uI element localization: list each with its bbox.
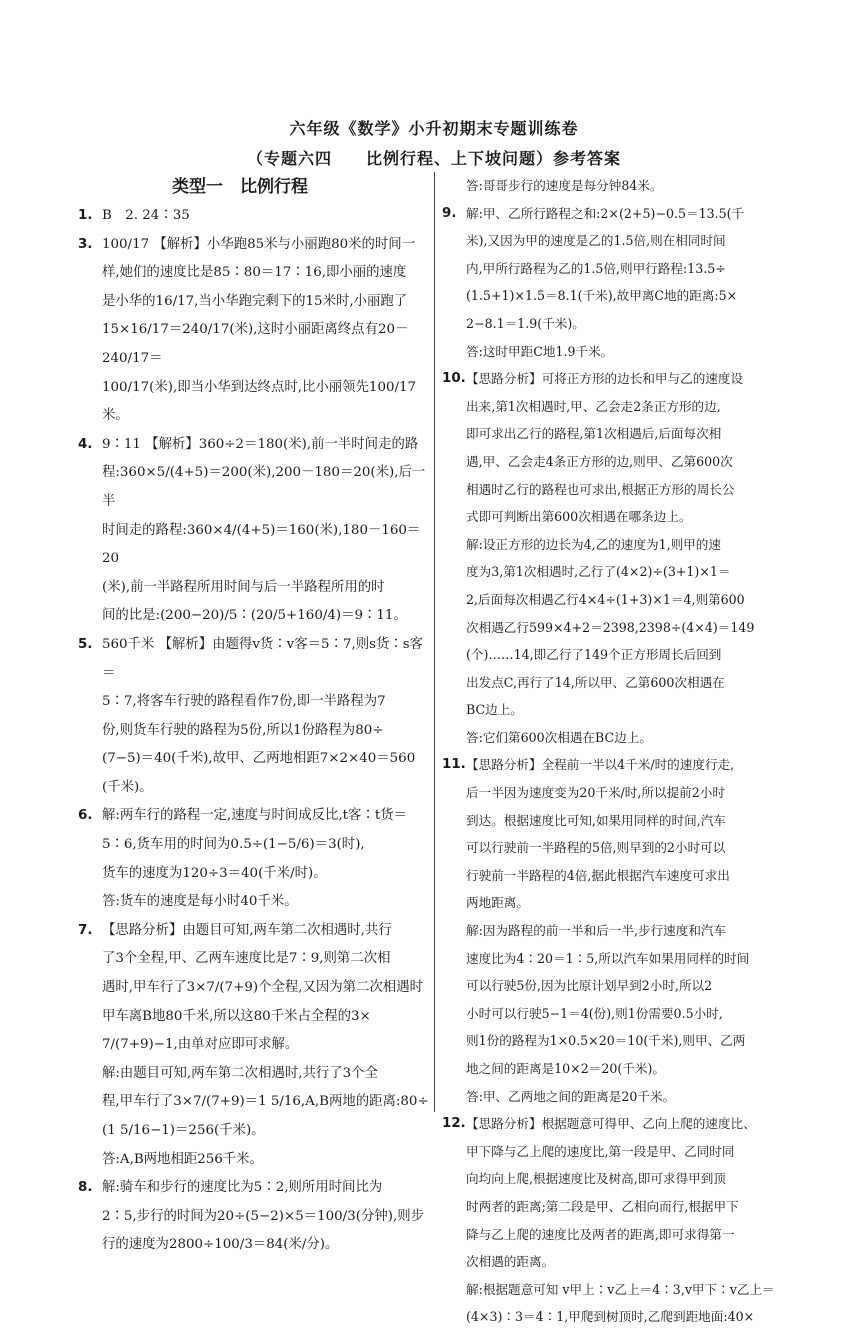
answer-line: 后一半因为速度变为20千米/时,所以提前2小时 bbox=[466, 785, 725, 801]
answer-line: 100/17(米),即当小华到达终点时,比小丽领先100/17米。 bbox=[102, 379, 417, 424]
answer-item bbox=[442, 751, 812, 1110]
answer-line: 【思路分析】由题目可知,两车第二次相遇时,共行 bbox=[102, 922, 392, 938]
answer-line: B 2. 24∶35 bbox=[102, 208, 190, 223]
answer-line: 【思路分析】全程前一半以4千米/时的速度行走, bbox=[466, 757, 735, 773]
answer-line: 次相遇的距离。 bbox=[466, 1254, 555, 1270]
answer-line: 出来,第1次相遇时,甲、乙会走2条正方形的边, bbox=[466, 398, 721, 414]
answer-line: 速度比为4∶20＝1∶5,所以汽车如果用同样的时间 bbox=[466, 950, 750, 966]
answer-line: 2∶5,步行的时间为20÷(5−2)×5＝100/3(分钟),则步 bbox=[102, 1208, 424, 1224]
answer-number: 12. bbox=[442, 1116, 466, 1132]
answer-line: 答:甲、乙两地之间的距离是20千米。 bbox=[466, 1088, 676, 1104]
answer-item bbox=[78, 631, 430, 803]
answer-item bbox=[442, 365, 812, 751]
answer-line: 两地距离。 bbox=[466, 895, 529, 911]
answer-line: 货车的速度为120÷3＝40(千米/时)。 bbox=[102, 865, 327, 881]
column-divider bbox=[434, 172, 435, 1112]
answer-line: 相遇时乙行的路程也可求出,根据正方形的周长公 bbox=[466, 481, 735, 497]
answer-line: 解:根据题意可知 v甲上∶v乙上＝4∶3,v甲下∶v乙上＝ bbox=[466, 1281, 775, 1297]
answer-line: 了3个全程,甲、乙两车速度比是7∶9,则第二次相 bbox=[102, 951, 391, 967]
answer-line: 7/(7+9)−1,由单对应即可求解。 bbox=[102, 1037, 299, 1053]
answer-line: 可以行驶5份,因为比原计划早到2小时,所以2 bbox=[466, 978, 713, 994]
answer-line: (千米)。 bbox=[102, 779, 153, 795]
answer-line: 答:这时甲距C地1.9千米。 bbox=[466, 343, 614, 359]
answer-number: 10. bbox=[442, 371, 466, 387]
answer-line: 可以行驶前一半路程的5倍,则早到的2小时可以 bbox=[466, 840, 726, 856]
answer-item bbox=[442, 172, 812, 200]
answer-line: 内,甲所行路程为乙的1.5倍,则甲行路程:13.5÷ bbox=[466, 260, 726, 276]
answer-line: 【思路分析】根据题意可得甲、乙向上爬的速度比、 bbox=[466, 1116, 756, 1132]
answer-line: 答:货车的速度是每小时40千米。 bbox=[102, 894, 298, 910]
answer-number: 5. bbox=[78, 636, 93, 652]
answer-line: 小时可以行驶5−1＝4(份),则1份需要0.5小时, bbox=[466, 1005, 723, 1021]
answer-line: 甲车离B地80千米,所以这80千米占全程的3× bbox=[102, 1008, 371, 1024]
answer-line: 时间走的路程:360×4/(4+5)＝160(米),180－160＝20 bbox=[102, 522, 421, 567]
answer-line: 即可求出乙行的路程,第1次相遇后,后面每次相 bbox=[466, 426, 722, 442]
answer-line: 间的比是:(200−20)/5∶(20/5+160/4)＝9∶11。 bbox=[102, 608, 407, 624]
answer-item bbox=[78, 802, 430, 916]
answer-line: 【思路分析】可将正方形的边长和甲与乙的速度设 bbox=[466, 371, 744, 387]
answer-item bbox=[78, 431, 430, 631]
answer-line: 次相遇乙行599×4+2＝2398,2398÷(4×4)＝149 bbox=[466, 619, 755, 635]
answer-line: 5∶7,将客车行驶的路程看作7份,即一半路程为7 bbox=[102, 694, 386, 710]
answer-line: (1 5/16−1)＝256(千米)。 bbox=[102, 1123, 265, 1138]
answer-line: 560千米 【解析】由题得v货∶v客＝5∶7,则s货∶s客＝ bbox=[102, 636, 424, 681]
answer-line: 降与乙上爬的速度比及两者的距离,即可求得第一 bbox=[466, 1226, 735, 1242]
answer-line: 则1份的路程为1×0.5×20＝10(千米),则甲、乙两 bbox=[466, 1033, 746, 1049]
answer-line: 15×16/17＝240/17(米),这时小丽距离终点有20－240/17＝ bbox=[102, 322, 409, 366]
answer-line: 程,甲车行了3×7/(7+9)＝1 5/16,A,B两地的距离:80÷ bbox=[102, 1094, 429, 1110]
answer-number: 9. bbox=[442, 205, 457, 221]
answer-line: (4×3)∶3＝4∶1,甲爬到树顶时,乙爬到距地面:40× bbox=[466, 1309, 755, 1325]
answer-line: 2,后面每次相遇乙行4×4÷(1+3)×1＝4,则第600 bbox=[466, 591, 745, 607]
answer-line: 解:两车行的路程一定,速度与时间成反比,t客∶t货＝ bbox=[102, 808, 407, 824]
answer-line: 是小华的16/17,当小华跑完剩下的15米时,小丽跑了 bbox=[102, 293, 408, 309]
answer-line: 答:A,B两地相距256千米。 bbox=[102, 1151, 263, 1167]
answer-line: 解:因为路程的前一半和后一半,步行速度和汽车 bbox=[466, 923, 727, 939]
answer-item bbox=[78, 1174, 430, 1260]
answer-number: 6. bbox=[78, 808, 93, 824]
answer-item bbox=[78, 202, 430, 231]
answer-line: 行的速度为2800÷100/3＝84(米/分)。 bbox=[102, 1237, 339, 1253]
answer-line: BC边上。 bbox=[466, 702, 523, 718]
answer-number: 8. bbox=[78, 1180, 93, 1196]
answer-line: (米),前一半路程所用时间与后一半路程所用的时 bbox=[102, 579, 385, 595]
answer-line: 到达。根据速度比可知,如果用同样的时间,汽车 bbox=[466, 812, 726, 828]
answer-item bbox=[442, 1110, 812, 1331]
answer-item bbox=[442, 200, 812, 366]
answer-line: 解:骑车和步行的速度比为5∶2,则所用时间比为 bbox=[102, 1180, 383, 1196]
answer-line: 遇时,甲车行了3×7/(7+9)个全程,又因为第二次相遇时 bbox=[102, 980, 424, 996]
right-column bbox=[442, 172, 812, 1331]
answer-line: (1.5+1)×1.5＝8.1(千米),故甲离C地的距离:5× bbox=[466, 288, 738, 304]
answer-number: 4. bbox=[78, 436, 93, 452]
answer-line: 答:哥哥步行的速度是每分钟84米。 bbox=[466, 178, 663, 193]
answer-line: 式即可判断出第600次相遇在哪条边上。 bbox=[466, 509, 692, 525]
left-column bbox=[78, 172, 430, 1260]
answer-line: 向均向上爬,根据速度比及树高,即可求得甲到顶 bbox=[466, 1171, 726, 1187]
page-subtitle: （专题六四 比例行程、上下坡问题）参考答案 bbox=[246, 149, 621, 168]
answer-number: 1. bbox=[78, 208, 93, 223]
answer-line: 出发点C,再行了14,所以甲、乙第600次相遇在 bbox=[466, 674, 725, 690]
answer-number: 11. bbox=[442, 757, 466, 773]
answer-line: 度为3,第1次相遇时,乙行了(4×2)÷(3+1)×1＝ bbox=[466, 564, 731, 580]
answer-number: 7. bbox=[78, 922, 93, 938]
answer-line: 答:它们第600次相遇在BC边上。 bbox=[466, 729, 652, 745]
page-title: 六年级《数学》小升初期末专题训练卷 bbox=[289, 119, 579, 138]
answer-line: 份,则货车行驶的路程为5份,所以1份路程为80÷ bbox=[102, 722, 384, 738]
answer-item bbox=[78, 917, 430, 1174]
answer-line: 100/17 【解析】小华跑85米与小丽跑80米的时间一 bbox=[102, 236, 416, 252]
answer-line: 样,她们的速度比是85∶80＝17∶16,即小丽的速度 bbox=[102, 265, 407, 281]
answer-number: 3. bbox=[78, 236, 93, 252]
answer-line: 甲下降与乙上爬的速度比,第一段是甲、乙同时同 bbox=[466, 1143, 735, 1159]
answer-line: 米),又因为甲的速度是乙的1.5倍,则在相同时间 bbox=[466, 233, 726, 249]
answer-line: 解:设正方形的边长为4,乙的速度为1,则甲的速 bbox=[466, 536, 721, 552]
answer-line: (个)……14,即乙行了149个正方形周长后回到 bbox=[466, 647, 722, 663]
answer-line: (7−5)＝40(千米),故甲、乙两地相距7×2×40＝560 bbox=[102, 751, 416, 767]
answer-line: 行驶前一半路程的4倍,据此根据汽车速度可求出 bbox=[466, 867, 730, 883]
answer-line: 解:由题目可知,两车第二次相遇时,共行了3个全 bbox=[102, 1065, 378, 1081]
answer-line: 解:甲、乙所行路程之和:2×(2+5)−0.5＝13.5(千 bbox=[466, 205, 745, 221]
answer-item bbox=[78, 231, 430, 431]
answer-line: 9∶11 【解析】360÷2＝180(米),前一半时间走的路 bbox=[102, 436, 419, 452]
answer-line: 时两者的距离;第二段是甲、乙相向而行,根据甲下 bbox=[466, 1198, 739, 1214]
section-title: 类型一 比例行程 bbox=[172, 177, 308, 197]
answer-line: 地之间的距离是10×2＝20(千米)。 bbox=[466, 1061, 665, 1076]
answer-line: 2−8.1＝1.9(千米)。 bbox=[466, 315, 585, 331]
answer-line: 遇,甲、乙会走4条正方形的边,则甲、乙第600次 bbox=[466, 453, 733, 469]
answer-line: 5∶6,货车用的时间为0.5÷(1−5/6)＝3(时), bbox=[102, 837, 365, 853]
answer-line: 程:360×5/(4+5)＝200(米),200－180＝20(米),后一半 bbox=[102, 465, 426, 509]
